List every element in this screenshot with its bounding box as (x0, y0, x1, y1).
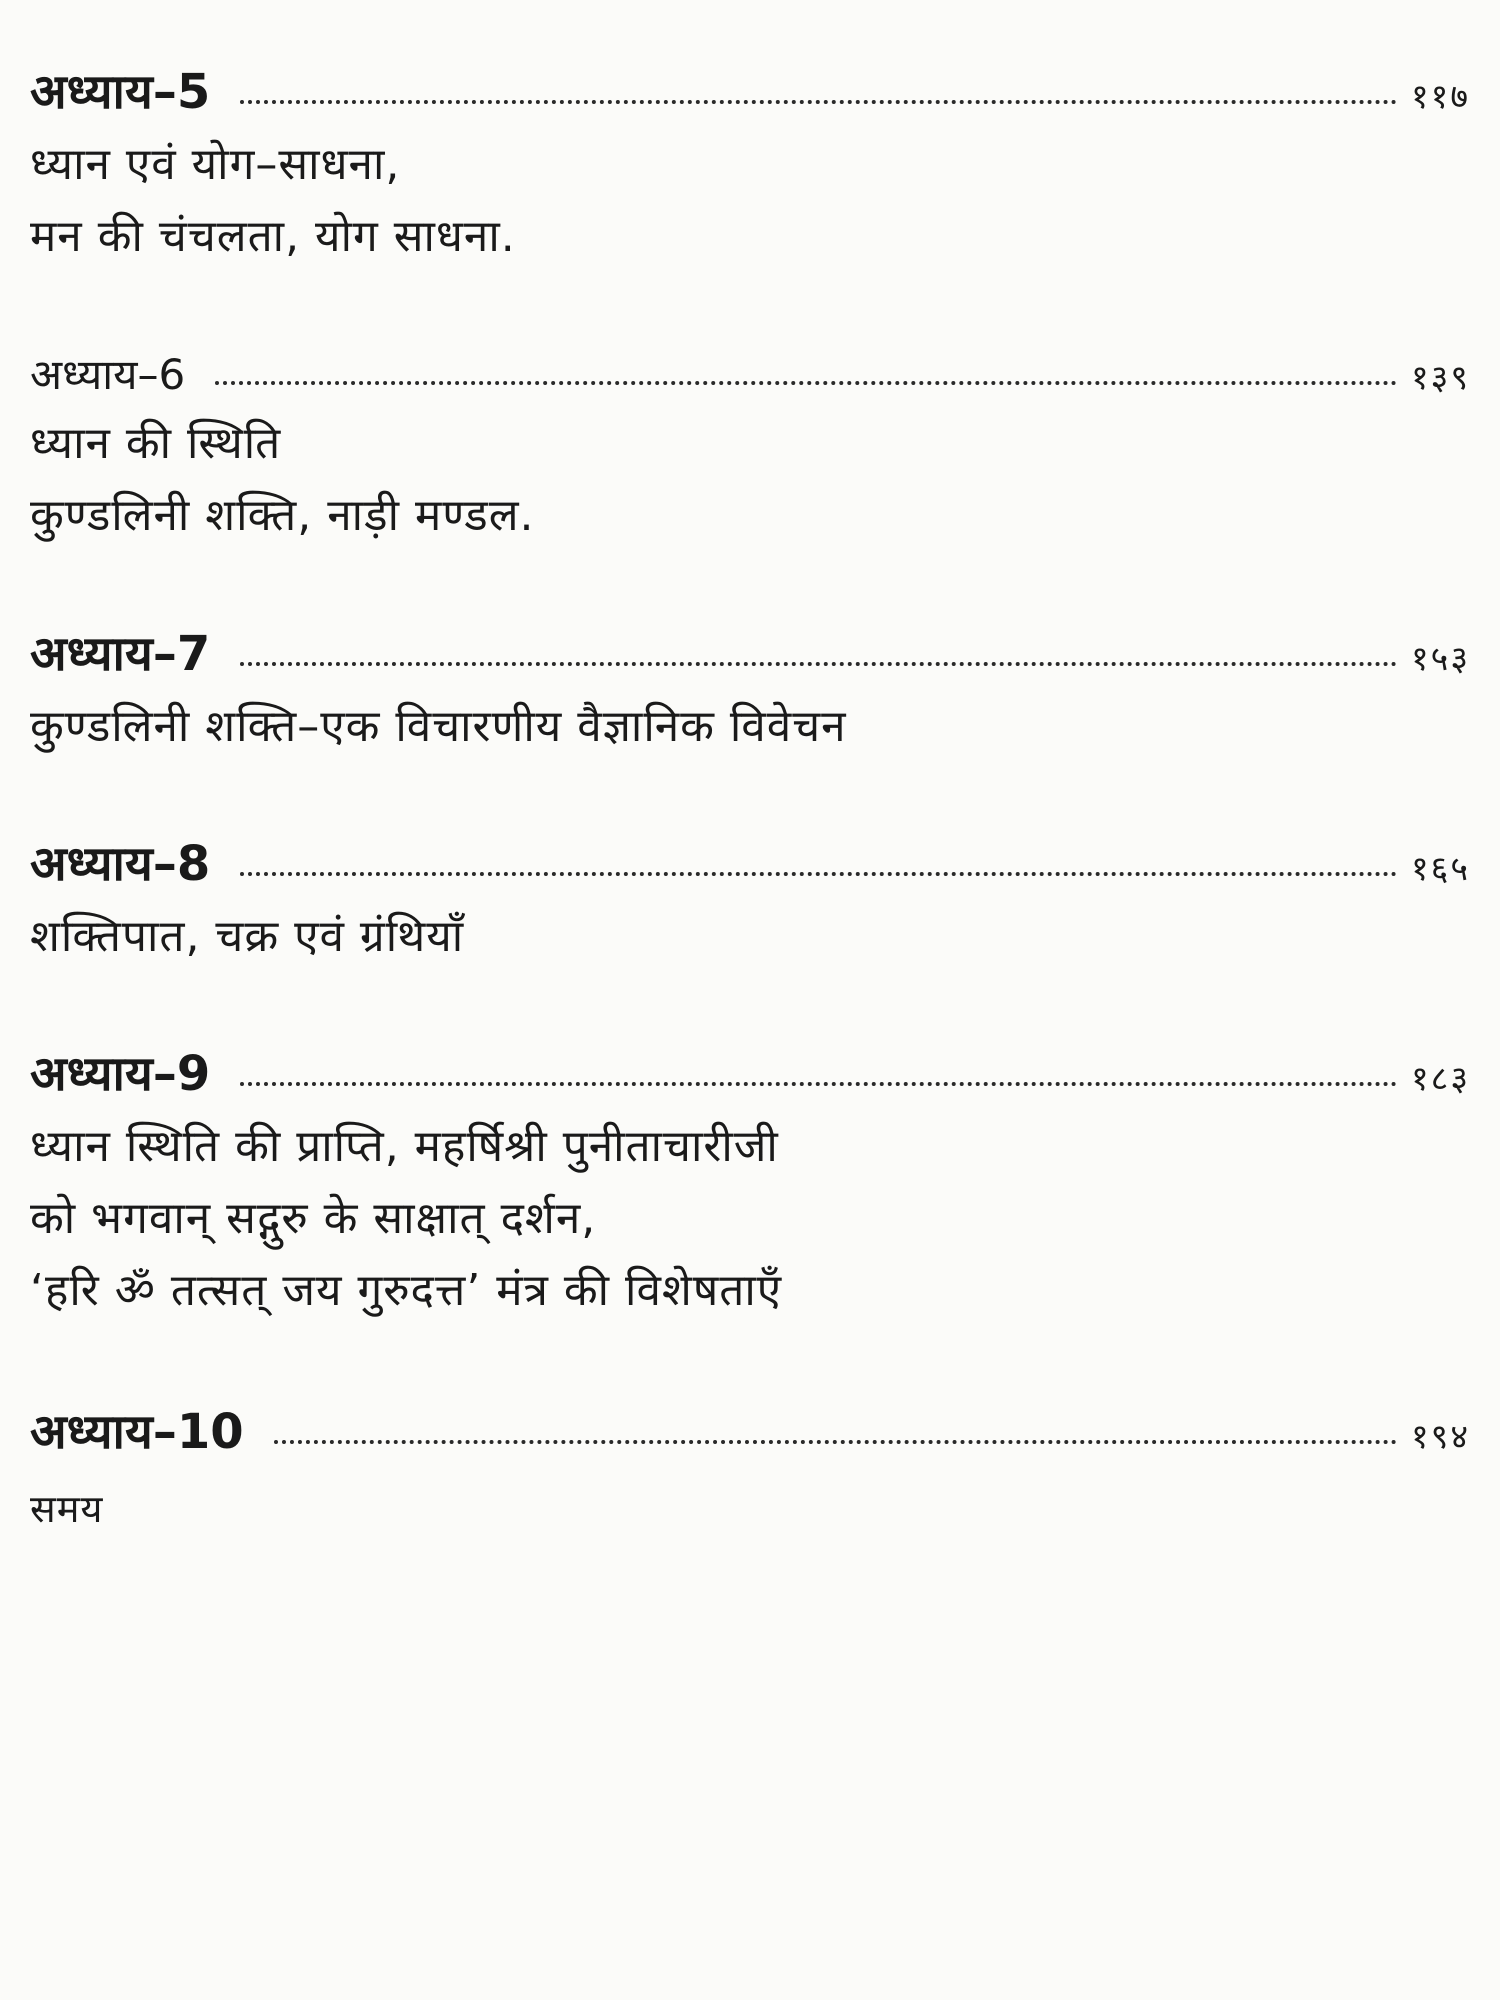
dot-leader (274, 1439, 1397, 1444)
chapter-topic-line: ध्यान की स्थिति (30, 418, 282, 469)
toc-entry-chapter-6 (30, 345, 1470, 552)
chapter-topic-line: ध्यान एवं योग–साधना, (30, 139, 401, 190)
toc-entry-chapter-5 (30, 58, 1470, 273)
chapter-topic-line: ध्यान स्थिति की प्राप्ति, महर्षिश्री पुनीताचारीजी (30, 1121, 779, 1172)
chapter-topic-line: कुण्डलिनी शक्ति, नाड़ी मण्डल. (30, 490, 535, 541)
page-number: १९४ (1410, 1417, 1470, 1457)
toc-heading-row (30, 830, 1470, 895)
page-number: १५३ (1410, 639, 1470, 679)
chapter-topic-line: समय (30, 1487, 104, 1531)
page-number: १३९ (1410, 358, 1470, 398)
toc-heading-row (30, 1398, 1470, 1463)
toc-entry-chapter-8 (30, 830, 1470, 973)
page-number: १८३ (1410, 1059, 1470, 1099)
toc-entry-chapter-9 (30, 1040, 1470, 1327)
chapter-heading: अध्याय–8 (30, 836, 211, 892)
chapter-topic-line: शक्तिपात, चक्र एवं ग्रंथियाँ (30, 911, 465, 962)
chapter-topic-line: को भगवान् सद्गुरु के साक्षात् दर्शन, (30, 1193, 597, 1244)
page-number: ११७ (1410, 77, 1470, 117)
toc-heading-row (30, 345, 1470, 402)
dot-leader (240, 1081, 1397, 1086)
chapter-topic-line: मन की चंचलता, योग साधना. (30, 211, 516, 262)
dot-leader (215, 380, 1397, 385)
chapter-heading: अध्याय–7 (30, 626, 211, 682)
chapter-heading: अध्याय–6 (30, 350, 186, 399)
toc-heading-row (30, 58, 1470, 123)
chapter-heading: अध्याय–10 (30, 1404, 244, 1460)
chapter-heading: अध्याय–5 (30, 64, 211, 120)
dot-leader (240, 871, 1397, 876)
toc-entry-chapter-10 (30, 1398, 1470, 1545)
chapter-heading: अध्याय–9 (30, 1046, 211, 1102)
chapter-topic-line: ‘हरि ॐ तत्सत् जय गुरुदत्त’ मंत्र की विशेषताएँ (30, 1265, 783, 1316)
chapter-topic-line: कुण्डलिनी शक्ति–एक विचारणीय वैज्ञानिक विवेचन (30, 701, 847, 752)
toc-entry-chapter-7 (30, 620, 1470, 763)
toc-heading-row (30, 1040, 1470, 1105)
toc-heading-row (30, 620, 1470, 685)
dot-leader (240, 661, 1397, 666)
dot-leader (240, 99, 1397, 104)
page-number: १६५ (1410, 849, 1470, 889)
